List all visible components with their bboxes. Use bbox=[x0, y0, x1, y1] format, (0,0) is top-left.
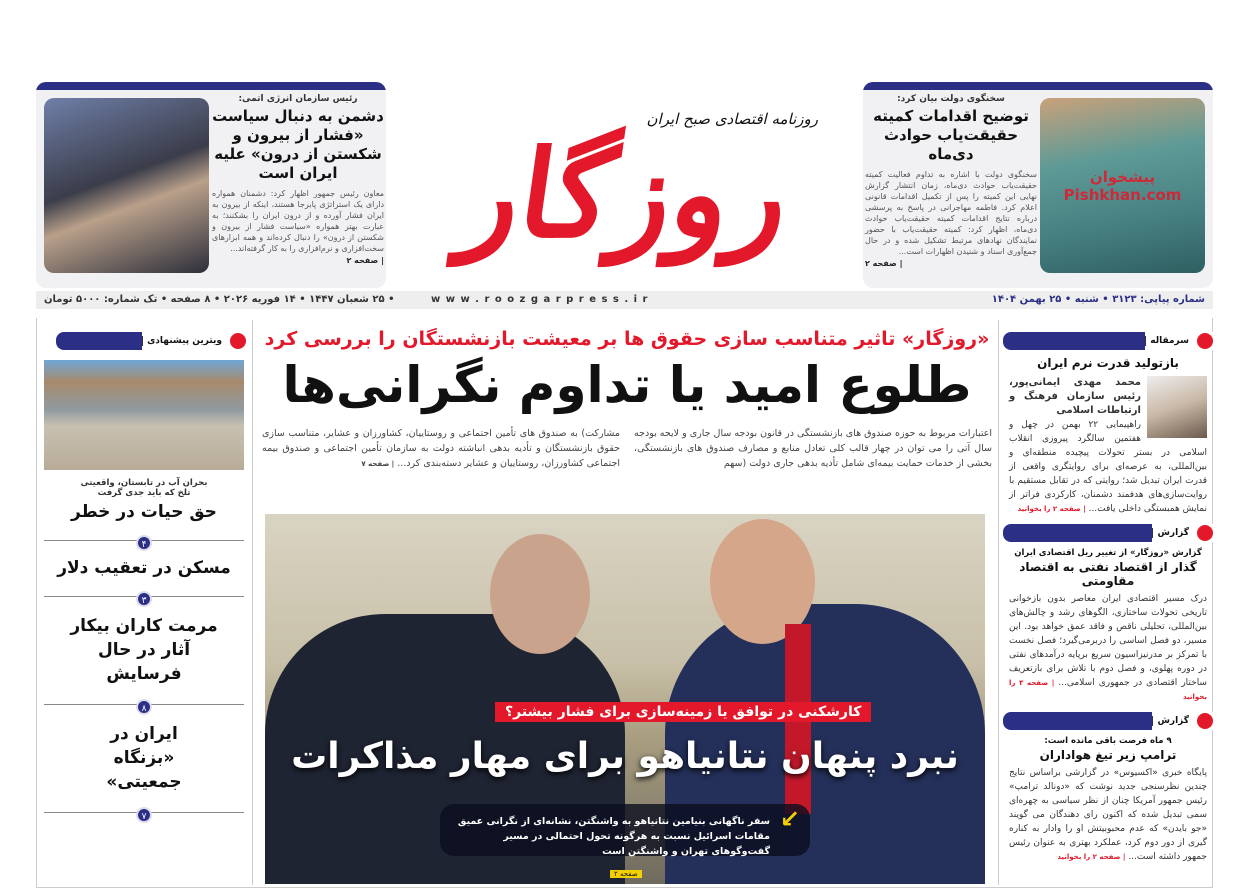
left-item-title[interactable]: مرمت کاران بیکار آثار در حال فرسایش bbox=[70, 616, 218, 684]
section-label: سرمقاله bbox=[1145, 336, 1193, 346]
body-text: درک مسیر اقتصادی ایران معاصر بدون بازخوانی تاریخی تحولات ساختاری، الگوهای رشد و چالش‌های بین‌المللی، تحلیلی ناقص و فاقد عمق خواهد بود. این مسیر، دو فصل اساسی را دربرمی‌گیرد؛ فصل نخست با تمرکز بر مدرنیزاسیون سریع برپایه درآمدهای نفتی در دوره پهلوی، و فصل دوم با تلاش برای بازتعریف ساختار اقتصادی در جمهوری اسلامی... bbox=[1009, 594, 1207, 688]
section-bullet-icon bbox=[1197, 333, 1213, 349]
lead-column-1: اعتبارات مربوط به حوزه صندوق های بازنشستگی در قانون بودجه سال جاری و لایحه بودجه سال آتی را می توان در چهار قالب کلی تعادل منابع و مصارف صندوق های بازنشستگی، بخشی از خدمات حمایت بیمه‌ای شامل تأدیه بدهی جاری دولت (سهم bbox=[634, 428, 992, 469]
divider bbox=[998, 320, 999, 885]
top-right-story[interactable] bbox=[863, 82, 1213, 288]
lead-story[interactable] bbox=[262, 328, 992, 472]
left-item-title[interactable]: مسکن در تعقیب دلار bbox=[57, 558, 231, 578]
lead-kicker: «روزگار» تاثیر متناسب سازی حقوق ها بر معیشت بازنشستگان را بررسی کرد bbox=[264, 328, 990, 350]
left-item-title[interactable]: ایران در «بزنگاه جمعیتی» bbox=[106, 724, 182, 792]
drought-photo bbox=[44, 360, 244, 470]
masthead bbox=[398, 80, 853, 290]
section-label: گزارش bbox=[1152, 716, 1193, 726]
report-title[interactable]: گذار از اقتصاد نفتی به اقتصاد مقاومتی bbox=[1019, 560, 1197, 588]
photo-subheadline bbox=[440, 804, 810, 856]
story-photo bbox=[1040, 98, 1205, 273]
top-left-story[interactable] bbox=[36, 82, 386, 288]
main-photo bbox=[265, 514, 985, 884]
body-text: معاون رئیس جمهور اظهار کرد: دشمنان همواره دارای یک استراتژی پابرجا هستند، اینکه از بیرون به ایران فشار آورده و از درون ایران را بشکنند؛ به عبارت بهتر همواره «سیاست فشار از بیرون و شکستن از درون» را دنبال کرده‌اند و همه ابزارهای سخت‌افزاری و نرم‌افزاری را به کار گرفته‌اند... bbox=[212, 189, 384, 253]
headline[interactable]: دشمن به دنبال سیاست «فشار از بیرون و شکستن از درون» علیه ایران است bbox=[212, 107, 384, 182]
section-label: گزارش bbox=[1152, 528, 1193, 538]
section-bullet-icon bbox=[1197, 525, 1213, 541]
body-text: راهپیمایی ۲۲ بهمن در چهل و هفتمین سالگرد پیروزی انقلاب اسلامی در بستر تحولات پیچیده منطقه‌ای و بین‌المللی، به عرصه‌ای برای روایتگری واقعی از قدرت ایران تبدیل شد؛ روایتی که در تقابل مستقیم با روایت‌سازی‌های هدفمند دشمنان، کارکردی فراتر از نمایش همبستگی داخلی یافت... bbox=[1009, 420, 1207, 514]
kicker: گزارش «روزگار» از تغییر ریل اقتصادی ایران bbox=[1014, 548, 1202, 558]
body-text: پایگاه خبری «اکسیوس» در گزارشی براساس نتایج چندین نظرسنجی جدید نوشت که «دونالد ترامپ» رئیس جمهور آمریکا چنان از نظر سیاسی به چهره‌ای سمی تبدیل شده که اکنون رای دهندگان می گویند «جو بایدن» که عدم محبوبیتش او را وادار به کناره گیری از دور دوم کرد، عملکرد بهتری به عنوان رئیس جمهور داشته است... bbox=[1009, 768, 1207, 862]
divider bbox=[252, 320, 253, 885]
lead-headline[interactable]: طلوع امید یا تداوم نگرانی‌ها bbox=[282, 356, 972, 414]
kicker: ۹ ماه فرصت باقی مانده است: bbox=[1044, 736, 1172, 746]
kicker: رئیس سازمان انرژی اتمی: bbox=[238, 94, 358, 104]
lead-column-2: مشارکت) به صندوق های تأمین اجتماعی و روستاییان، کشاورزان و عشایر، متناسب سازی حقوق بازنشستگان و تأدیه بدهی انباشته دولت به سازمان تأمین اجتماعی و صندوق بیمه اجتماعی کشاورزان، روستاییان و عشایر دسته‌بندی کرد... bbox=[262, 428, 620, 469]
read-more-link[interactable]: | صفحه ۳ را بخوانید bbox=[1009, 679, 1207, 701]
story-photo bbox=[44, 98, 209, 273]
author-photo bbox=[1147, 376, 1207, 438]
section-bullet-icon bbox=[1197, 713, 1213, 729]
page-ref[interactable]: صفحه ۲ bbox=[610, 870, 642, 878]
read-more-link[interactable]: | صفحه ۲ را بخوانید bbox=[1057, 853, 1126, 861]
editorial-title[interactable]: بازتولید قدرت نرم ایران bbox=[1037, 356, 1179, 370]
page-marker: ۴ bbox=[44, 532, 244, 548]
read-more-link[interactable]: | صفحه ۲ را بخوانید bbox=[1017, 505, 1086, 513]
left-item-title[interactable]: حق حیات در خطر bbox=[71, 502, 217, 522]
date-bar bbox=[36, 291, 1213, 309]
item-kicker: بحران آب در تابستان، واقعیتی تلخ که باید جدی گرفت bbox=[80, 478, 208, 498]
subheadline-text: سفر ناگهانی بنیامین نتانیاهو به واشنگتن، نشانه‌ای از نگرانی عمیق مقامات اسرائیل نسبت به هرگونه تحول احتمالی در مسیر گفت‌وگوهای تهران و واشنگتن است bbox=[457, 816, 770, 857]
editorial[interactable] bbox=[1003, 332, 1213, 520]
divider bbox=[36, 82, 386, 90]
report-title[interactable]: ترامپ زیر تیغ هواداران bbox=[1039, 748, 1177, 762]
photo-headline[interactable]: نبرد پنهان نتانیاهو برای مهار مذاکرات bbox=[291, 736, 959, 777]
body-text: سخنگوی دولت با اشاره به تداوم فعالیت کمیته حقیقت‌یاب حوادث دی‌ماه، زمان انتشار گزارش نهایی این کمیته را پس از تکمیل اقدامات قانونی اعلام کرد. فاطمه مهاجرانی در پاسخ به پرسشی درباره نتایج اقدامات کمیته حقیقت‌یاب حوادث دی‌ماه، اظهار کرد: کمیته حقیقت‌یاب با حضور نمایندگان نهادهای مرتبط تشکیل شده و در حال جمع‌آوری اسناد و شنیدن اظهارات است... bbox=[865, 170, 1037, 256]
left-section-header bbox=[56, 332, 246, 350]
page-marker: ۷ bbox=[44, 804, 244, 820]
divider bbox=[863, 82, 1213, 90]
left-column bbox=[44, 360, 244, 830]
author: محمد مهدی ایمانی‌پور، رئیس سازمان فرهنگ و ارتباطات اسلامی bbox=[1009, 377, 1141, 416]
section-bullet-icon bbox=[230, 333, 246, 349]
page-marker: ۳ bbox=[44, 588, 244, 604]
website-url[interactable]: w w w . r o o z g a r p r e s s . i r bbox=[431, 294, 649, 305]
issue-info: شماره پیاپی: ۳۱۲۳ • شنبه • ۲۵ بهمن ۱۴۰۴ bbox=[991, 294, 1205, 305]
report-2[interactable] bbox=[1003, 712, 1213, 868]
photo-kicker: کارشکنی در توافق یا زمینه‌سازی برای فشار بیشتر؟ bbox=[495, 702, 871, 722]
watermark: پیشخوان Pishkhan.com bbox=[1063, 168, 1182, 204]
section-label: ویترین پیشنهادی bbox=[142, 336, 226, 346]
headline[interactable]: توضیح اقدامات کمیته حقیقت‌یاب حوادث دی‌ماه bbox=[873, 107, 1029, 163]
page-ref[interactable]: | صفحه ۲ bbox=[865, 259, 903, 268]
logo: روزگار bbox=[452, 124, 799, 265]
figure-left-head bbox=[490, 534, 590, 654]
tagline: روزنامه اقتصادی صبح ایران bbox=[646, 110, 818, 128]
page-ref[interactable]: | صفحه ۷ bbox=[361, 460, 395, 468]
date-price: • ۲۵ شعبان ۱۴۴۷ • ۱۴ فوریه ۲۰۲۶ • ۸ صفحه • تک شماره: ۵۰۰۰ تومان bbox=[44, 294, 395, 305]
report-1[interactable] bbox=[1003, 524, 1213, 708]
arrow-down-left-icon: ↙ bbox=[779, 805, 800, 833]
kicker: سخنگوی دولت بیان کرد: bbox=[897, 94, 1005, 104]
page-marker: ۸ bbox=[44, 696, 244, 712]
page-ref[interactable]: | صفحه ۲ bbox=[346, 256, 384, 265]
